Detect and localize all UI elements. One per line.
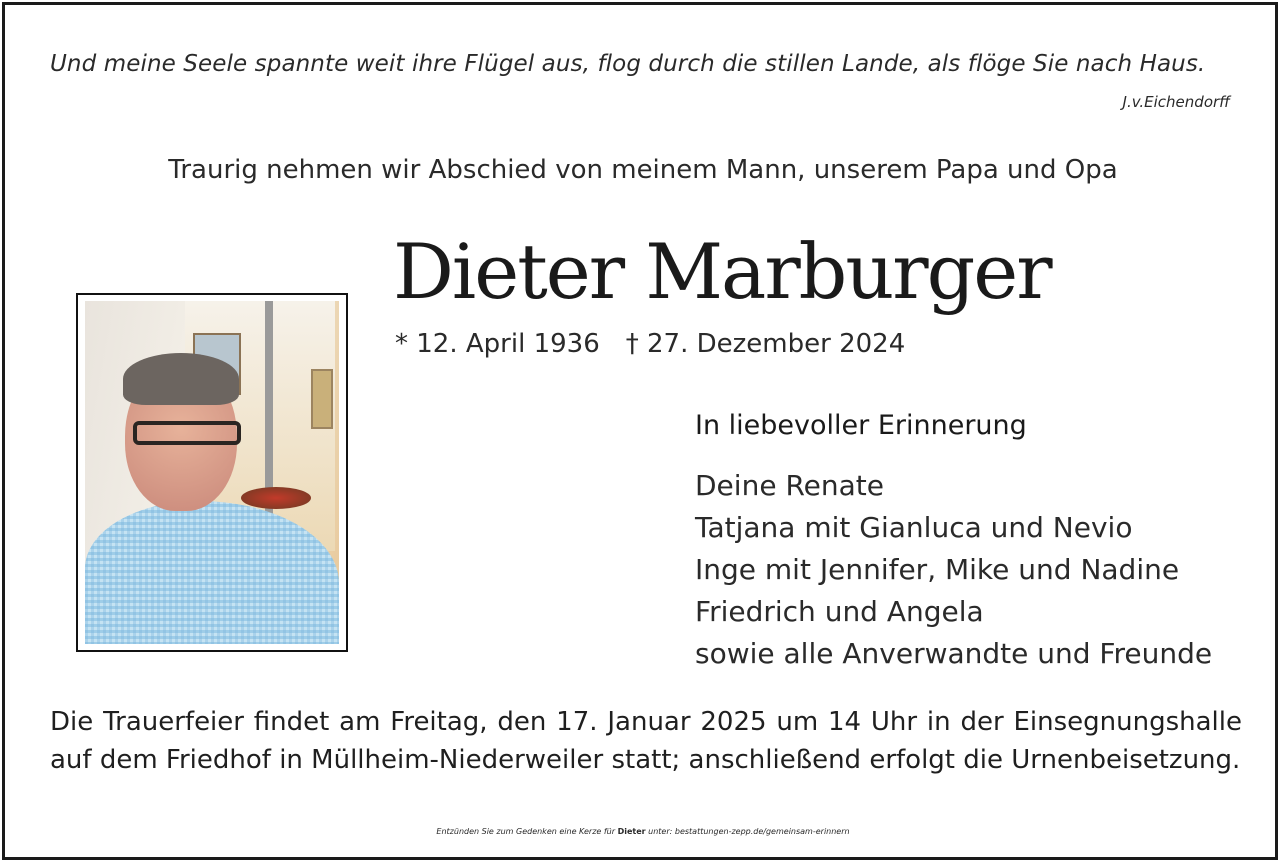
candle-notice [5, 827, 1280, 836]
memory-title: In liebevoller Erinnerung [695, 410, 1027, 441]
candle-text-after: unter: bestattungen-zepp.de/gemeinsam-erinnern [645, 827, 850, 836]
poem-quote: Und meine Seele spannte weit ihre Flügel aus, flog durch die stillen Lande, als flöge Sie nach Haus. [50, 51, 1206, 77]
intro-line: Traurig nehmen wir Abschied von meinem Mann, unserem Papa und Opa [168, 155, 1118, 185]
signer-list [695, 465, 1212, 675]
deceased-name: Dieter Marburger [393, 227, 1051, 316]
portrait-frame [76, 293, 348, 652]
funeral-notice: Die Trauerfeier findet am Freitag, den 17. Januar 2025 um 14 Uhr in der Einsegnungshalle auf dem Friedhof in Müllheim-Niederweiler statt; anschließend erfolgt die Urnenbeisetzung. [50, 707, 1242, 775]
signer-line: Friedrich und Angela [695, 595, 984, 628]
signer-line: Deine Renate [695, 469, 884, 502]
obituary-frame [2, 2, 1278, 860]
candle-text-before: Entzünden Sie zum Gedenken eine Kerze für [436, 827, 618, 836]
signer-line: Inge mit Jennifer, Mike und Nadine [695, 553, 1180, 586]
birth-date: * 12. April 1936 [395, 329, 600, 359]
life-dates [395, 329, 905, 359]
signer-line: sowie alle Anverwandte und Freunde [695, 637, 1213, 670]
candle-name: Dieter [617, 827, 646, 836]
death-date: † 27. Dezember 2024 [625, 329, 906, 359]
signer-line: Tatjana mit Gianluca und Nevio [695, 511, 1133, 544]
portrait-photo [85, 301, 339, 644]
quote-author: J.v.Eichendorff [1122, 93, 1230, 111]
